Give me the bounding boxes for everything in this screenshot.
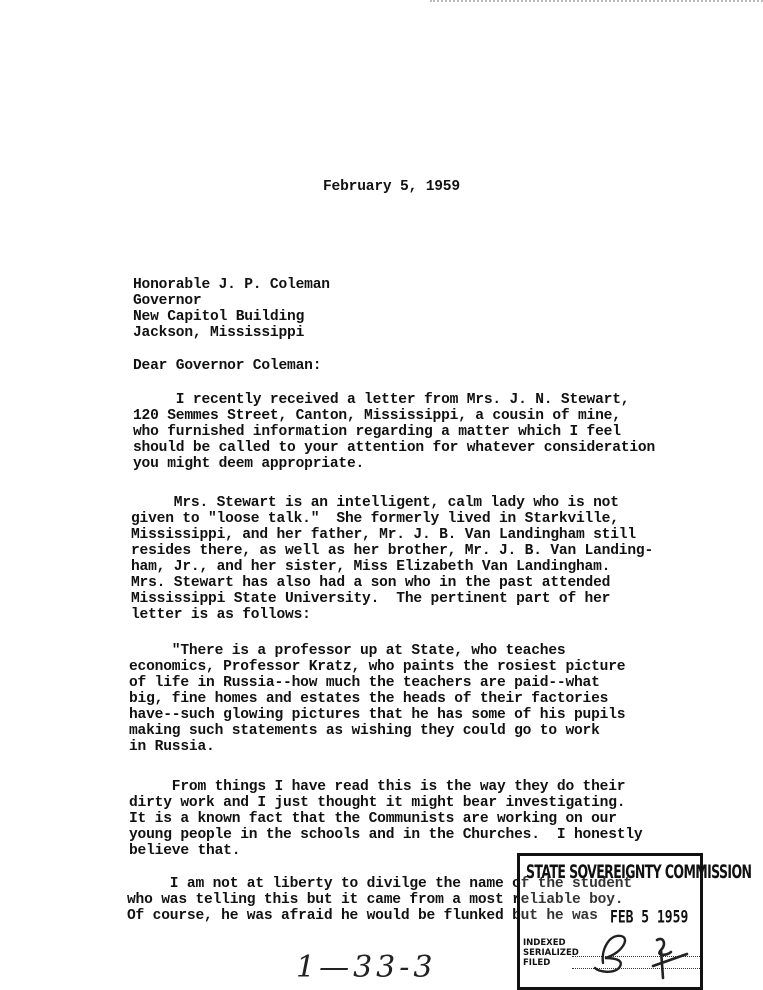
text-line: It is a known fact that the Communists are working on our [129, 811, 617, 827]
text-line: ham, Jr., and her sister, Miss Elizabeth Van Landingham. [131, 559, 611, 575]
stamp-field-filed: FILED [523, 958, 551, 968]
text-line: believe that. [129, 843, 241, 859]
stamp-fields [523, 938, 579, 968]
text-line: Mrs. Stewart is an intelligent, calm lady who is not [131, 495, 619, 511]
stamp-field-serialized: SERIALIZED [523, 948, 579, 958]
address-line: New Capitol Building [133, 309, 305, 325]
text-line: given to "loose talk." She formerly lived in Starkville, [131, 511, 619, 527]
stamp-title: STATE SOVEREIGNTY COMMISSION [526, 860, 752, 883]
text-line: resides there, as well as her brother, Mr. J. B. Van Landing- [131, 543, 654, 559]
text-line: making such statements as wishing they could go to work [129, 723, 600, 739]
letter-date: February 5, 1959 [323, 179, 460, 195]
text-line: 120 Semmes Street, Canton, Mississippi, a cousin of mine, [133, 408, 621, 424]
stamp-field-indexed: INDEXED [523, 938, 566, 948]
salutation: Dear Governor Coleman: [133, 358, 322, 374]
handwritten-initials-signature [575, 928, 695, 983]
text-line: Mississippi, and her father, Mr. J. B. Van Landingham still [131, 527, 636, 543]
text-line: I recently received a letter from Mrs. J. N. Stewart, [133, 392, 630, 408]
text-line: in Russia. [129, 739, 215, 755]
text-line: you might deem appropriate. [133, 456, 365, 472]
text-line: I am not at liberty to divilge the name of the student [127, 876, 632, 892]
text-line: letter is as follows: [131, 607, 311, 623]
handwritten-file-number: 1—33-3 [296, 950, 437, 985]
text-line: Mississippi State University. The pertinent part of her [131, 591, 611, 607]
stamp-date: FEB 5 1959 [610, 908, 689, 928]
text-line: should be called to your attention for whatever consideration [133, 440, 656, 456]
text-line: big, fine homes and estates the heads of their factories [129, 691, 609, 707]
address-line: Governor [133, 293, 202, 309]
top-dotted-edge [430, 0, 763, 6]
text-line: young people in the schools and in the Churches. I honestly [129, 827, 643, 843]
text-line: economics, Professor Kratz, who paints the rosiest picture [129, 659, 626, 675]
text-line: who was telling this but it came from a most reliable boy. [127, 892, 624, 908]
address-line: Jackson, Mississippi [133, 325, 305, 341]
text-line: Of course, he was afraid he would be flunked but he was [127, 908, 598, 924]
text-line: Mrs. Stewart has also had a son who in the past attended [131, 575, 611, 591]
text-line: "There is a professor up at State, who teaches [129, 643, 566, 659]
text-line: who furnished information regarding a matter which I feel [133, 424, 621, 440]
text-line: of life in Russia--how much the teachers are paid--what [129, 675, 600, 691]
text-line: have--such glowing pictures that he has some of his pupils [129, 707, 626, 723]
text-line: From things I have read this is the way they do their [129, 779, 626, 795]
address-line: Honorable J. P. Coleman [133, 277, 330, 293]
text-line: dirty work and I just thought it might bear investigating. [129, 795, 626, 811]
